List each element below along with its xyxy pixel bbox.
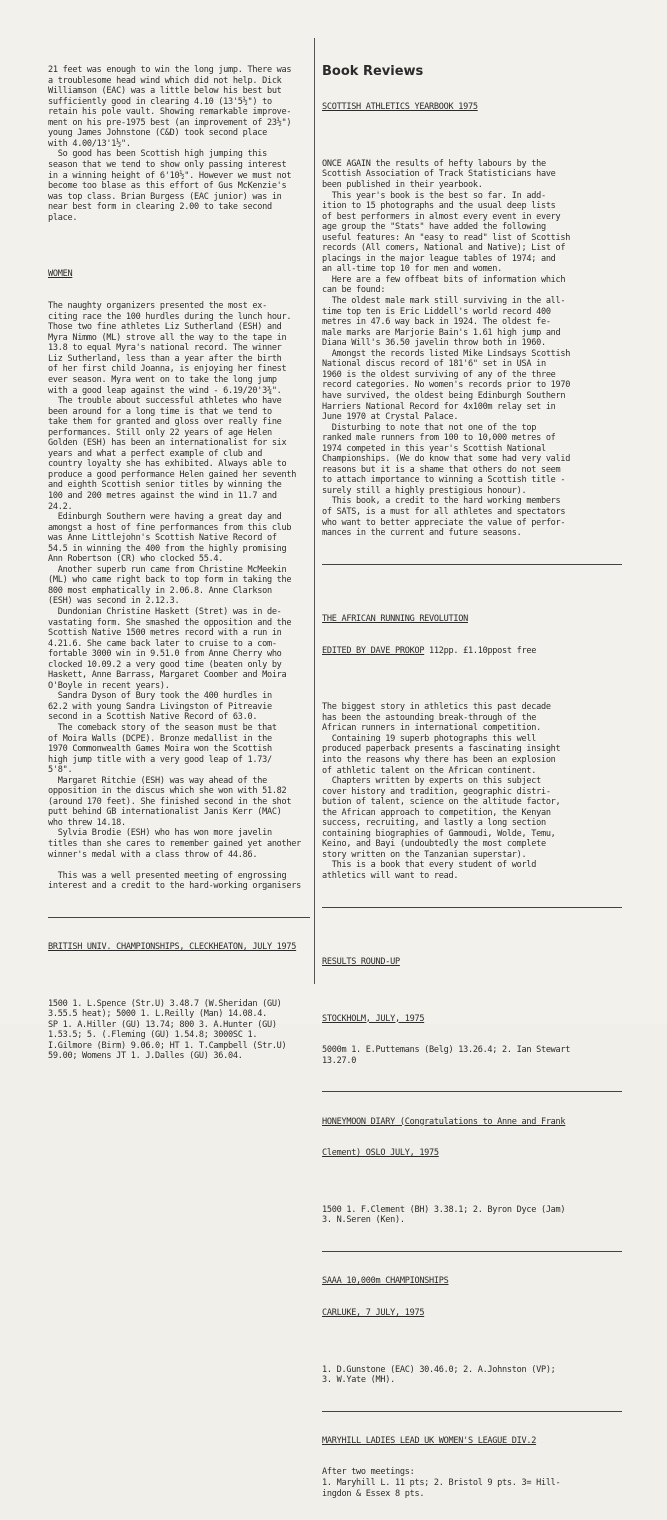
text-line: 59.00; Womens JT 1. J.Dalles (GU) 36.04. [48,1051,243,1062]
text-line: Diana Will's 36.50 javelin throw both in 1960. [322,338,546,349]
review2-body [322,702,622,881]
section-rule [48,917,310,918]
text-line: ranked male runners from 100 to 10,000 metres of [322,433,556,444]
text-line: African runners in international competition. [322,723,541,734]
review1-body [322,159,622,539]
text-line: Scottish Association of Track Statisticians have [322,169,556,180]
text-line: reasons but it is a shame that others do not seem [322,464,561,475]
text-line: 13.8 to equal Myra's national record. The winner [48,343,282,354]
text-line: success, recruiting, and lastly a long section [322,818,546,829]
intro-paragraphs [48,65,310,223]
text-line: 1970 Commonwealth Games Moira won the Scottish [48,744,272,755]
text-line: 100 and 200 metres against the wind in 11.7 and [48,490,277,501]
review2-editor: EDITED BY DAVE PROKOP [322,645,425,656]
text-line: of SATS, is a must for all athletes and spectators [322,506,566,517]
text-line: 13.27.0 [322,1055,357,1066]
text-line: 1.53.5; 5. (.Fleming (GU) 1.54.8; 3000SC 1. [48,1030,258,1041]
text-line: with a good leap against the wind - 6.19/20'3¾". [48,385,282,396]
text-line: story written on the Tanzanian superstar). [322,849,527,860]
review2-heading: THE AFRICAN RUNNING REVOLUTION [322,613,468,624]
text-line: male marks are Marjorie Bain's 1.61 high jump and [322,327,561,338]
text-line: and eighth Scottish senior titles by winning the [48,480,282,491]
text-line: Amongst the records listed Mike Lindsays Scottish [322,348,571,359]
text-line: with 4.00/13'1½". [48,138,131,149]
text-line: an all-time top 10 for men and women. [322,264,503,275]
text-line: of Moira Walls (DCPE). Bronze medallist in the [48,733,272,744]
stockholm-heading: STOCKHOLM, JULY, 1975 [322,1013,425,1024]
text-line: 800 most emphatically in 2.06.8. Anne Clarkson [48,585,272,596]
women-heading: WOMEN [48,269,73,280]
text-line: record categories. No women's records prior to 1970 [322,380,571,391]
text-line: of athletic talent on the African continent. [322,765,537,776]
honeymoon-heading-2: Clement) OSLO JULY, 1975 [322,1148,439,1159]
text-line: Chapters written by experts on this subject [322,776,541,787]
text-line: Championships. (We do know that some had very valid [322,454,571,465]
text-line: Myra Nimmo (ML) strove all the way to the tape in [48,332,287,343]
univ-results [48,999,310,1062]
text-line: retain his pole vault. Showing remarkable improve- [48,107,292,118]
text-line: fortable 3000 win in 9.51.0 from Anne Cherry who [48,649,282,660]
text-line: June 1970 at Crystal Palace. [322,412,459,423]
text-line: This year's book is the best so far. In add- [322,190,546,201]
text-line: in a winning height of 6'10½". However we must not [48,170,292,181]
text-line: Here are a few offbeat bits of information which [322,274,566,285]
results-heading: RESULTS ROUND-UP [322,956,400,967]
text-line: ever season. Myra went on to take the long jump [48,374,277,385]
text-line: 5000m 1. E.Puttemans (Belg) 13.26.4; 2. Ian Stewart [322,1045,571,1056]
text-line: 62.2 with young Sandra Livingston of Pitreavie [48,701,272,712]
text-line: season that we tend to show only passing interest [48,160,287,171]
text-line [48,860,310,871]
text-line: years and what a perfect example of club and [48,448,263,459]
text-line: place. [48,212,78,223]
section-rule [322,1251,622,1252]
text-line: country loyalty she has exhibited. Always able to [48,459,287,470]
text-line: 3. W.Yate (MH). [322,1375,395,1386]
text-line: mances in the current and future seasons. [322,528,522,539]
maryhill-heading: MARYHILL LADIES LEAD UK WOMEN'S LEAGUE DIV.2 [322,1435,537,1446]
text-line: age group the "Stats" have added the following [322,222,546,233]
text-line: clocked 10.09.2 a very good time (beaten only by [48,659,282,670]
text-line: who threw 14.18. [48,817,126,828]
saaa-heading-1: SAAA 10,000m CHAMPIONSHIPS [322,1276,449,1287]
text-line: records (All comers, National and Native); List of [322,243,566,254]
text-line: was top class. Brian Burgess (EAC junior) was in [48,191,282,202]
text-line: Ann Robertson (CR) who clocked 55.4. [48,554,224,565]
text-line: has been the astounding break-through of the [322,712,537,723]
text-line: Liz Sutherland, less than a year after the birth [48,353,282,364]
text-line: citing race the 100 hurdles during the lunch hour. [48,311,292,322]
text-line: Harriers National Record for 4x100m relay set in [322,401,556,412]
text-line: The comeback story of the season must be that [48,723,277,733]
text-line: take them for granted and gloss over really fine [48,417,282,428]
text-line: So good has been Scottish high jumping this [48,149,267,160]
text-line: 21 feet was enough to win the long jump. There was [48,65,292,76]
text-line: high jump title with a very good leap of 1.73/ [48,754,272,765]
text-line: containing biographies of Gammoudi, Wolde, Temu, [322,828,556,839]
text-line: 1. Maryhill L. 11 pts; 2. Bristol 9 pts. 3= Hill- [322,1478,561,1488]
text-line: O'Boyle in recent years). [48,680,170,691]
text-line: 3. N.Seren (Ken). [322,1215,405,1226]
text-line: was Anne Littlejohn's Scottish Native Record of [48,533,277,544]
stockholm-results [322,1045,622,1066]
text-line: opposition in the discus which she won with 51.82 [48,786,287,797]
text-line: National discus record of 181'6" set in USA in [322,359,546,370]
text-line: 1500 1. F.Clement (BH) 3.38.1; 2. Byron Dyce (Jam) [322,1204,566,1215]
text-line: placings in the major league tables of 1974; and [322,253,556,264]
text-line: have survived, the oldest being Edinburgh Southern [322,390,566,401]
text-line: ment on his pre-1975 best (an improvement of 23½") [48,117,292,128]
column-divider [314,38,315,984]
text-line: been published in their yearbook. [322,180,483,191]
text-line: 3.55.5 heat); 5000 1. L.Reilly (Man) 14.08.4. [48,1009,267,1020]
text-line: Those two fine athletes Liz Sutherland (ESH) and [48,322,282,333]
text-line: This was a well presented meeting of engrossing [48,870,287,881]
text-line: Disturbing to note that not one of the top [322,422,537,433]
text-line: become too blase as this effort of Gus McKenzie's [48,181,287,192]
text-line: sufficiently good in clearing 4.10 (13'5½") to [48,96,272,107]
text-line: bution of talent, science on the altitude factor, [322,797,561,808]
text-line: cover history and tradition, geographic distri- [322,786,551,797]
text-line: time top ten is Eric Liddell's world record 400 [322,306,551,317]
text-line: to attach importance to winning a Scottish title - [322,475,566,486]
section-rule [322,1411,622,1412]
text-line: titles than she cares to remember gained yet another [48,839,302,850]
text-line: Williamson (EAC) was a little below his best but [48,86,282,97]
text-line: young James Johnstone (C&D) took second place [48,128,267,139]
honeymoon-heading-1: HONEYMOON DIARY (Congratulations to Anne and Frank [322,1116,566,1127]
text-line: I.Gilmore (Birm) 9.06.0; HT 1. T.Campbell (Str.U) [48,1040,287,1051]
text-line: produced paperback presents a fascinating insight [322,744,561,755]
women-paragraphs [48,301,310,892]
text-line: ingdon & Essex 8 pts. [322,1488,425,1499]
honeymoon-results [322,1205,622,1226]
text-line: surely still a highly prestigious honour). [322,485,527,496]
text-line: 1974 competed in this year's Scottish National [322,443,546,454]
text-line: Margaret Ritchie (ESH) was way ahead of the [48,775,267,786]
text-line: athletics will want to read. [322,871,459,882]
maryhill-results [322,1467,622,1499]
text-line: 4.21.6. She came back later to cruise to a com- [48,638,277,649]
text-line: ition to 15 photographs and the usual deep lists [322,201,556,212]
saaa-results [322,1365,622,1386]
text-line: the African approach to competition, the Kenyan [322,807,551,818]
right-column [322,44,622,1520]
text-line: been around for a long time is that we tend to [48,406,272,417]
text-line: Edinburgh Southern were having a great day and [48,512,282,523]
text-line: Scottish Native 1500 metres record with a run in [48,628,282,639]
text-line: The oldest male mark still surviving in the all- [322,296,566,307]
text-line: (ESH) was second in 2.12.3. [48,596,180,607]
review2-price: 112pp. £1.10ppost free [424,645,537,656]
review1-heading: SCOTTISH ATHLETICS YEARBOOK 1975 [322,102,478,113]
section-rule [322,907,622,908]
text-line: This book, a credit to the hard working members [322,496,561,507]
text-line: performances. Still only 22 years of age Helen [48,427,272,438]
text-line: near best form in clearing 2.00 to take second [48,202,272,213]
book-reviews-title: Book Reviews [322,64,424,80]
text-line: 1960 is the oldest surviving of any of the three [322,369,556,380]
text-line: Sandra Dyson of Bury took the 400 hurdles in [48,691,272,702]
text-line: can be found: [322,285,386,296]
text-line: The naughty organizers presented the most ex- [48,301,267,312]
text-line: of her first child Joanna, is enjoying her finest [48,364,287,375]
text-line: This is a book that every student of world [322,860,537,871]
text-line: (ML) who came right back to top form in taking the [48,575,292,586]
text-line: Keino, and Bayi (undoubtedly the most complete [322,839,546,850]
text-line: second in a Scottish Native Record of 63.0. [48,712,258,723]
text-line: produce a good performance Helen gained her seventh [48,469,297,480]
text-line: Another superb run came from Christine McMeekin [48,564,287,575]
text-line: 1500 1. L.Spence (Str.U) 3.48.7 (W.Sheridan (GU) [48,998,282,1009]
text-line: SP 1. A.Hiller (GU) 13.74; 800 3. A.Hunter (GU) [48,1019,277,1030]
text-line: into the reasons why there has been an explosion [322,755,556,765]
text-line: useful features: An "easy to read" list of Scottish [322,232,571,243]
text-line: Haskett, Anne Barrass, Margaret Coomber and Moira [48,670,287,681]
text-line: 1. D.Gunstone (EAC) 30.46.0; 2. A.Johnston (VP); [322,1364,556,1375]
saaa-heading-2: CARLUKE, 7 JULY, 1975 [322,1307,425,1318]
text-line: 5'8". [48,765,73,776]
text-line: winner's medal with a class throw of 44.86. [48,849,258,860]
section-rule [322,1091,622,1092]
text-line: Sylvia Brodie (ESH) who has won more javelin [48,828,272,839]
text-line: The biggest story in athletics this past decade [322,702,551,713]
section-rule [322,564,622,565]
review2-subheading-line [322,646,622,657]
text-line: putt behind GB internationalist Janis Kerr (MAC) [48,807,282,818]
text-line: ONCE AGAIN the results of hefty labours by the [322,158,546,169]
text-line: 24.2. [48,501,73,512]
text-line: 54.5 in winning the 400 from the highly promising [48,543,287,554]
text-line: a troublesome head wind which did not help. Dick [48,75,282,86]
univ-championships-heading: BRITISH UNIV. CHAMPIONSHIPS, CLECKHEATON, JULY 1975 [48,941,297,952]
text-line: (around 170 feet). She finished second in the shot [48,796,292,807]
text-line: vastating form. She smashed the opposition and the [48,617,292,628]
text-line: After two meetings: [322,1467,415,1478]
text-line: The trouble about successful athletes who have [48,396,282,407]
text-line: metres in 47.6 way back in 1924. The oldest fe- [322,317,551,328]
text-line: of best performers in almost every event in every [322,211,561,222]
text-line: amongst a host of fine performances from this club [48,522,292,533]
text-line: who want to better appreciate the value of perfor- [322,517,566,528]
left-column [48,44,310,1083]
text-line: interest and a credit to the hard-working organisers [48,881,302,892]
text-line: Golden (ESH) has been an internationalist for six [48,438,287,449]
text-line: Dundonian Christine Haskett (Stret) was in de- [48,606,282,617]
text-line: Containing 19 superb photographs this well [322,733,537,744]
